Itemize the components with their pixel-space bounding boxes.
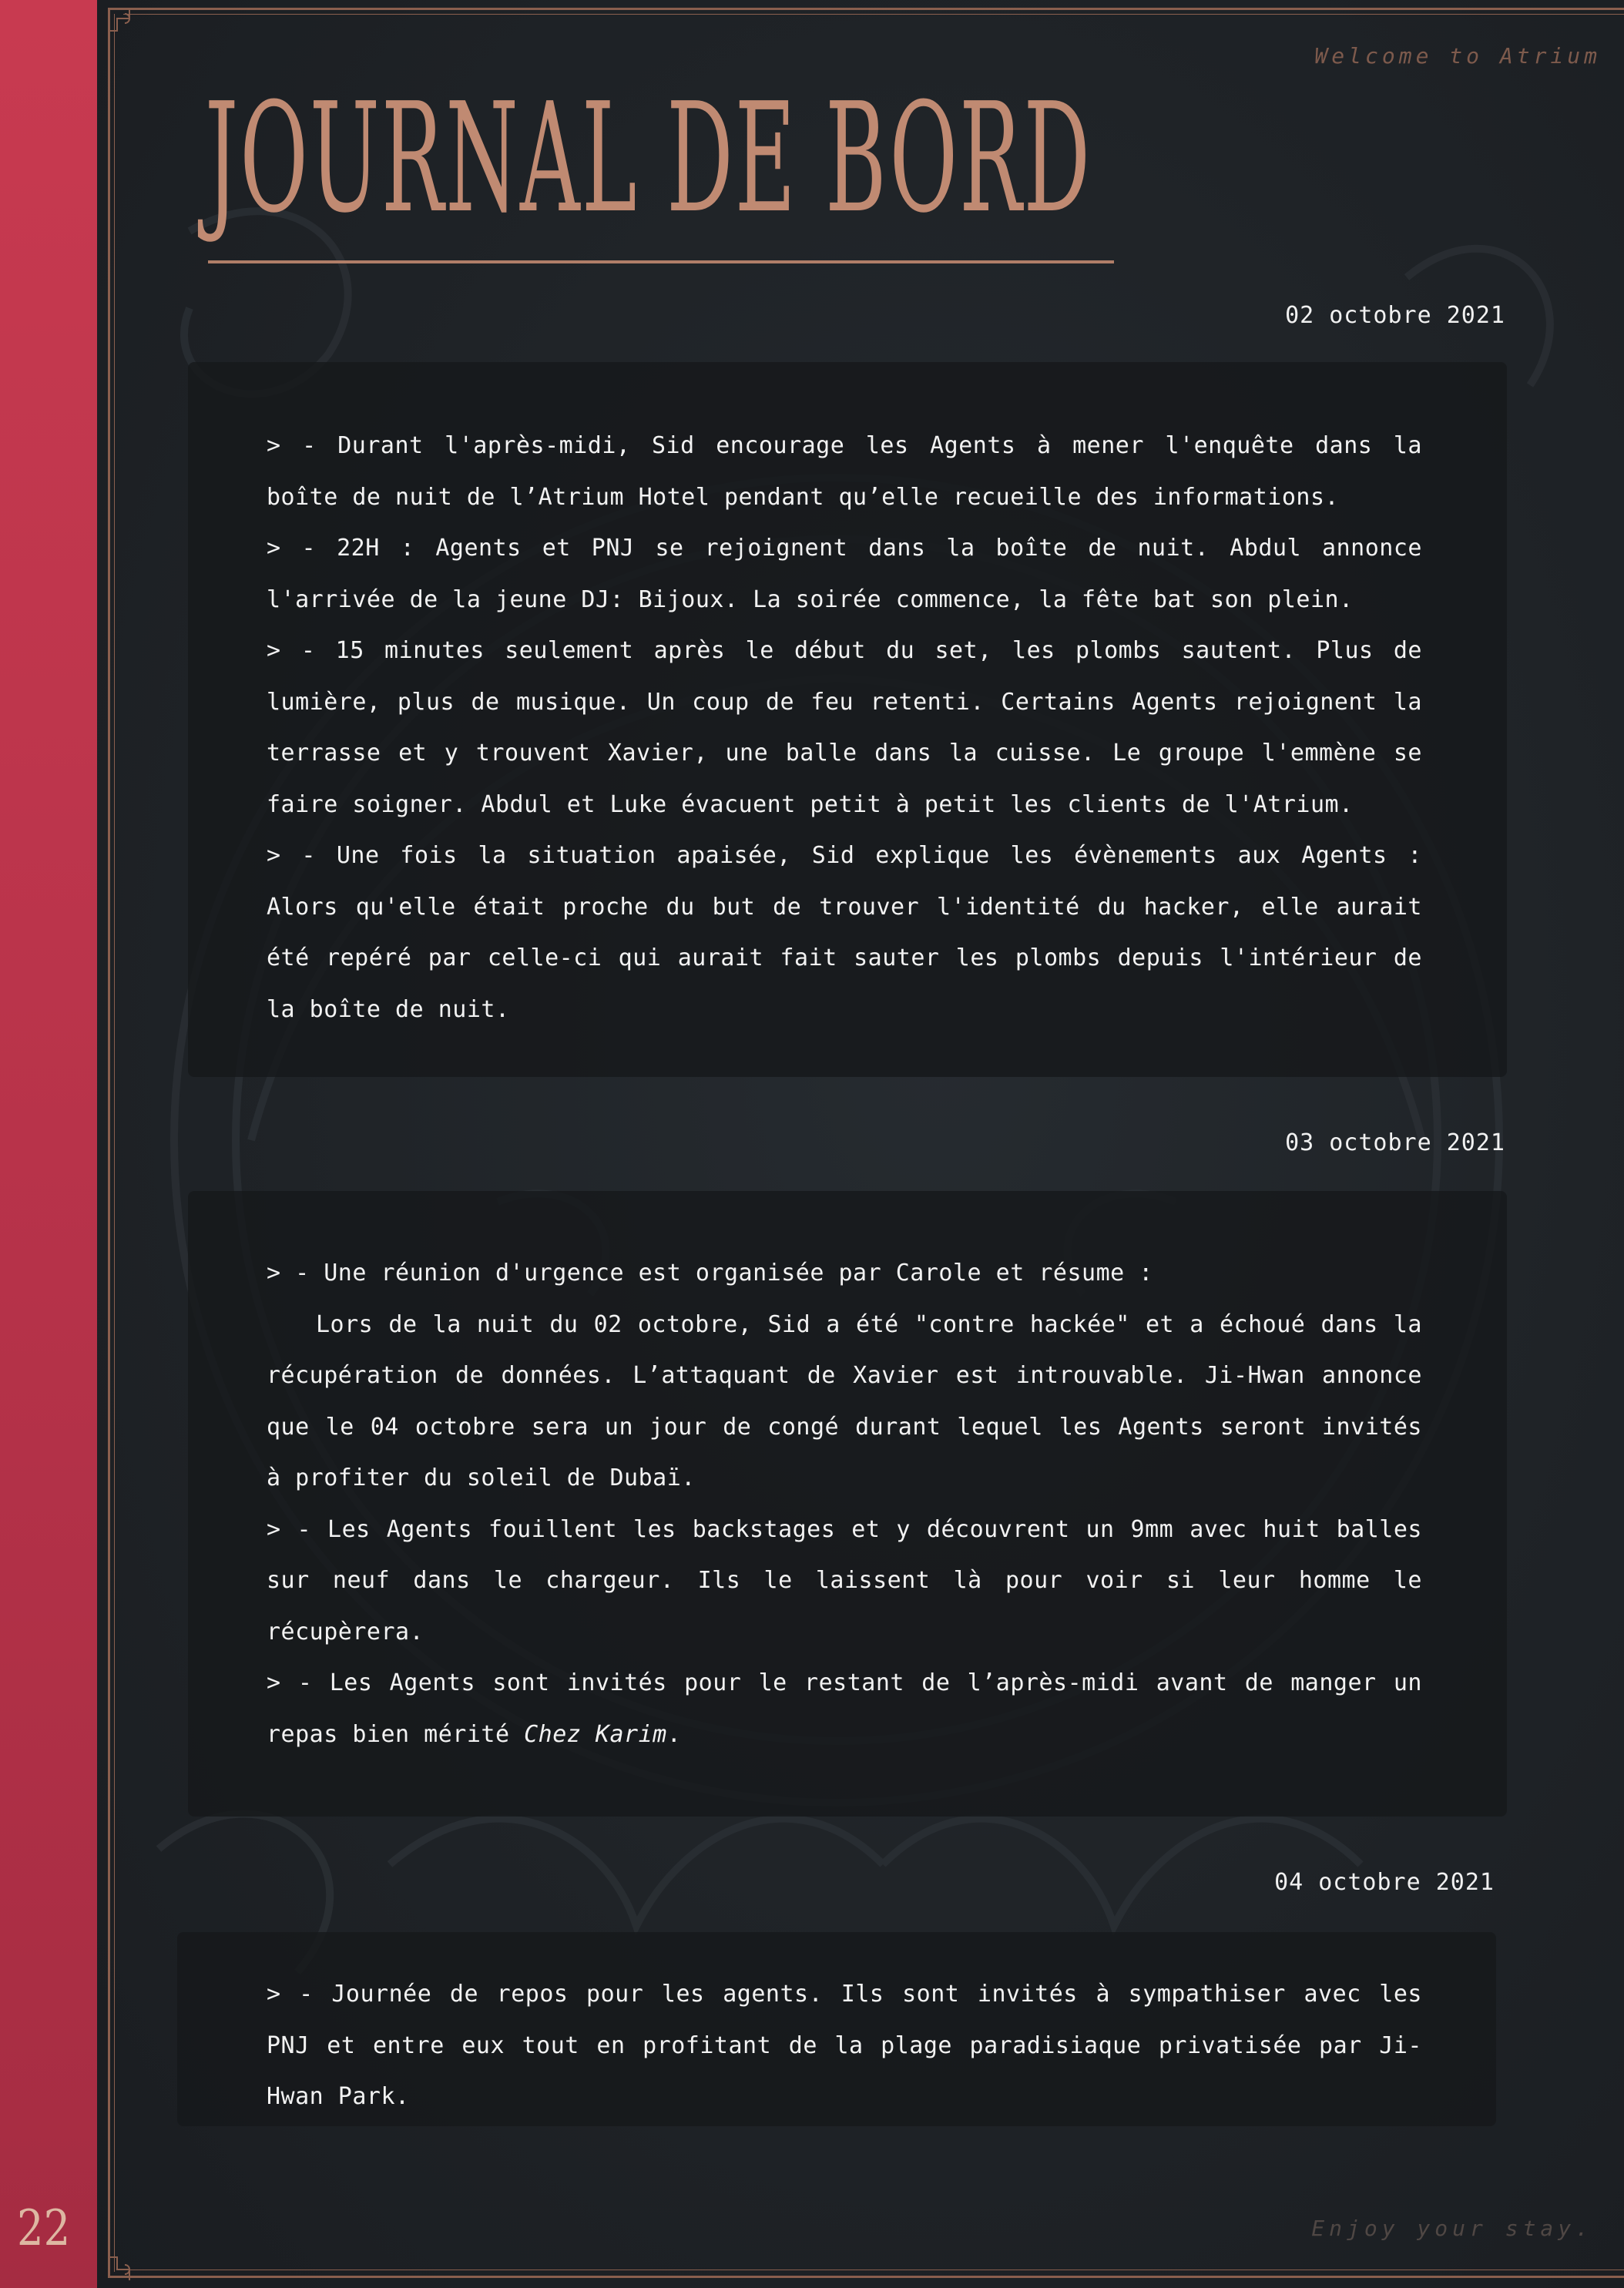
entry-paragraph	[267, 1658, 1422, 1760]
page	[97, 0, 1624, 2288]
corner-ornament-top-icon	[108, 8, 139, 39]
entry-paragraph: > - 15 minutes seulement après le début du set, les plombs sautent. Plus de lumière, plus de musique. Un coup de feu retenti. Certains Agents rejoignent la terrasse et y trouvent Xavier, une balle dans la cuisse. Le groupe l'emmène se faire soigner. Abdul et Luke évacuent petit à petit les clients de l'Atrium.	[267, 637, 1422, 818]
frame-bottom-border	[108, 2276, 1624, 2278]
entry-paragraph: > - Une réunion d'urgence est organisée par Carole et résume :	[267, 1260, 1153, 1287]
entry-date: 02 octobre 2021	[1285, 302, 1505, 329]
journal-entry	[177, 1932, 1496, 2126]
entry-paragraph: > - Les Agents fouillent les backstages et y découvrent un 9mm avec huit balles sur neuf dans le chargeur. Ils le laissent là pour voir si leur homme le récupèrera.	[267, 1515, 1422, 1646]
entry-paragraph: > - Durant l'après-midi, Sid encourage les Agents à mener l'enquête dans la boîte de nuit de l’Atrium Hotel pendant qu’elle recueille des informations.	[267, 432, 1422, 511]
entry-text: .	[666, 1720, 682, 1748]
entry-paragraph: > - 22H : Agents et PNJ se rejoignent dans la boîte de nuit. Abdul annonce l'arrivée de la jeune DJ: Bijoux. La soirée commence, la fête bat son plein.	[267, 535, 1422, 613]
journal-entry	[188, 1191, 1507, 1817]
entry-date: 03 octobre 2021	[1285, 1129, 1505, 1156]
frame-top-inner-border	[123, 14, 1624, 15]
journal-entry	[188, 362, 1507, 1077]
page-number: 22	[17, 2200, 71, 2257]
frame-top-border	[108, 8, 1624, 10]
left-color-band	[0, 0, 97, 2288]
welcome-tagline: Welcome to Atrium	[1314, 43, 1601, 69]
entry-date: 04 octobre 2021	[1274, 1869, 1495, 1896]
corner-ornament-bottom-icon	[108, 2249, 139, 2280]
page-title: JOURNAL DE BORD	[205, 71, 1092, 247]
title-underline	[208, 260, 1114, 263]
restaurant-name: Chez Karim	[524, 1720, 667, 1748]
entry-paragraph: > - Journée de repos pour les agents. Ils sont invités à sympathiser avec les PNJ et entre eux tout en profitant de la plage paradisiaque privatisée par Ji-Hwan Park.	[267, 1981, 1422, 2110]
entry-paragraph: > - Une fois la situation apaisée, Sid explique les évènements aux Agents : Alors qu'elle était proche du but de trouver l'identité du hacker, elle aurait été repéré par celle-ci qui aurait fait sauter les plombs depuis l'intérieur de la boîte de nuit.	[267, 842, 1422, 1023]
frame-left-inner-border	[114, 14, 115, 2272]
entry-paragraph: Lors de la nuit du 02 octobre, Sid a été "contre hackée" et a échoué dans la récupération de données. L’attaquant de Xavier est introuvable. Ji-Hwan annonce que le 04 octobre sera un jour de congé durant lequel les Agents seront invités à profiter du soleil de Dubaï.	[267, 1310, 1422, 1491]
entry-text: > - Les Agents sont invités pour le restant de l’après-midi avant de manger un repas bien mérité	[267, 1669, 1422, 1748]
frame-left-border	[108, 8, 110, 2278]
footer-tagline: Enjoy your stay.	[1311, 2216, 1593, 2241]
